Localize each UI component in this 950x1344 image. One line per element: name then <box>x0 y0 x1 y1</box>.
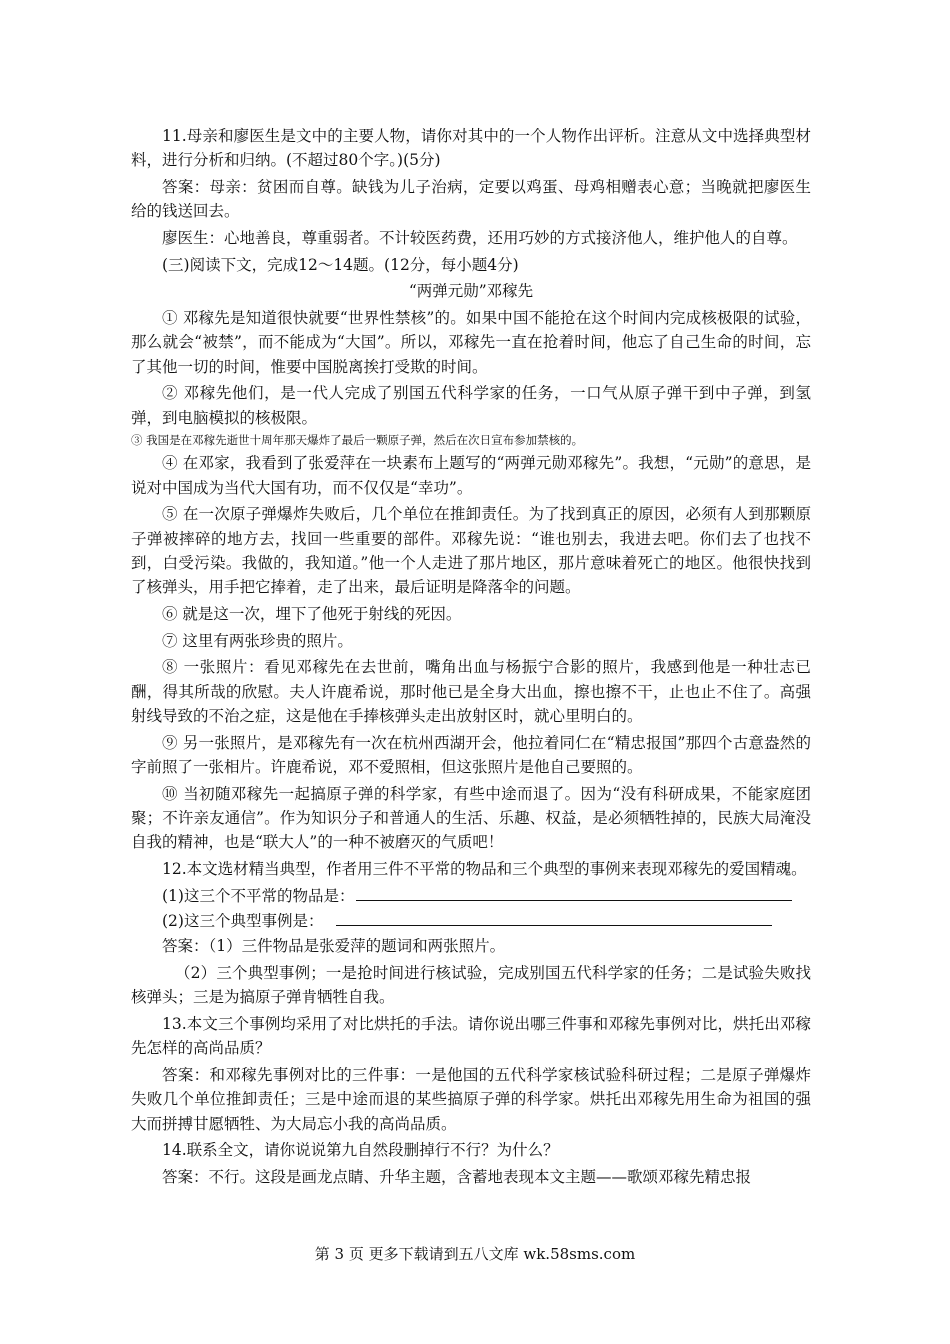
article-paragraph-9: ⑨ 另一张照片，是邓稼先有一次在杭州西湖开会，他拉着同仁在“精忠报国”那四个古意盎然的字前照了一张相片。许鹿希说，邓不爱照相，但这张照片是他自己要照的。 <box>131 733 811 776</box>
question-11: 11.母亲和廖医生是文中的主要人物，请你对其中的一个人物作出评析。注意从文中选择典型材料，进行分析和归纳。(不超过80个字。)(5分) <box>131 127 811 170</box>
question-12: 12.本文选材精当典型，作者用三件不平常的物品和三个典型的事例来表现邓稼先的爱国精魂。 <box>162 860 807 878</box>
article-paragraph-8: ⑧ 一张照片：看见邓稼先在去世前，嘴角出血与杨振宁合影的照片，我感到他是一种壮志已酬，得其所哉的欣慰。夫人许鹿希说，那时他已是全身大出血，擦也擦不干，止也止不住了。高强射线导致的不治之症，这是他在手捧核弹头走出放射区时，就心里明白的。 <box>131 658 811 725</box>
article-paragraph-10: ⑩ 当初随邓稼先一起搞原子弹的科学家，有些中途而退了。因为“没有科研成果，不能家庭团聚；不许亲友通信”。作为知识分子和普通人的生活、乐趣、权益，是必须牺牲掉的，民族大局淹没自我的精神，也是“联大人”的一种不被磨灭的气质吧！ <box>131 784 811 852</box>
section-three-heading: (三)阅读下文，完成12～14题。(12分，每小题4分) <box>162 255 519 274</box>
article-paragraph-2: ② 邓稼先他们，是一代人完成了别国五代科学家的任务，一口气从原子弹干到中子弹，到氢弹，到电脑模拟的核极限。 <box>131 384 811 427</box>
answer-13: 答案：和邓稼先事例对比的三件事：一是他国的五代科学家核试验科研过程；二是原子弹爆炸失败几个单位推卸责任；三是中途而退的某些搞原子弹的科学家。烘托出邓稼先用生命为祖国的强大而拼搏甘愿牺牲、为大局忘小我的高尚品质。 <box>131 1066 811 1133</box>
document-body <box>131 124 811 1192</box>
answer-14: 答案：不行。这段是画龙点睛、升华主题，含蓄地表现本文主题——歌颂邓稼先精忠报 <box>162 1168 752 1186</box>
answer-blank-2[interactable] <box>336 910 772 926</box>
article-paragraph-1: ① 邓稼先是知道很快就要“世界性禁核”的。如果中国不能抢在这个时间内完成核极限的试验，那么就会“被禁”，而不能成为“大国”。所以，邓稼先一直在抢着时间，他忘了自己生命的时间，忘了其他一切的时间，惟要中国脱离挨打受欺的时间。 <box>131 308 811 376</box>
answer-12-part-1: 答案：（1）三件物品是张爱萍的题词和两张照片。 <box>162 937 506 956</box>
answer-blank-1[interactable] <box>356 885 792 901</box>
question-12-part-1 <box>131 884 811 908</box>
article-title: “两弹元勋”邓稼先 <box>408 282 534 301</box>
question-13: 13.本文三个事例均采用了对比烘托的手法。请你说出哪三件事和邓稼先事例对比，烘托出邓稼先怎样的高尚品质？ <box>131 1015 811 1058</box>
article-paragraph-3: ③ 我国是在邓稼先逝世十周年那天爆炸了最后一颗原子弹，然后在次日宣布参加禁核的。 <box>131 433 584 448</box>
article-paragraph-6: ⑥ 就是这一次，埋下了他死于射线的死因。 <box>162 605 462 623</box>
article-paragraph-7: ⑦ 这里有两张珍贵的照片。 <box>162 631 353 650</box>
answer-11-doctor: 廖医生：心地善良，尊重弱者。不计较医药费，还用巧妙的方式接济他人，维护他人的自尊。 <box>162 229 798 247</box>
question-12-part-2 <box>131 909 811 933</box>
article-paragraph-4: ④ 在邓家，我看到了张爱萍在一块素布上题写的“两弹元勋邓稼先”。我想，“元勋”的意思，是说对中国成为当代大国有功，而不仅仅是“幸功”。 <box>131 454 811 497</box>
article-paragraph-5: ⑤ 在一次原子弹爆炸失败后，几个单位在推卸责任。为了找到真正的原因，必须有人到那颗原子弹被摔碎的地方去，找回一些重要的部件。邓稼先说：“谁也别去，我进去吧。你们去了也找不到，白受污染。我做的，我知道。”他一个人走进了那片地区，那片意味着死亡的地区。他很快找到了核弹头，用手把它捧着，走了出来，最后证明是降落伞的问题。 <box>131 505 811 597</box>
question-12-part-2-label: (2)这三个典型事例是： <box>162 912 324 930</box>
question-14: 14.联系全文，请你说说第九自然段删掉行不行？为什么？ <box>162 1141 559 1160</box>
page-footer: 第 3 页 更多下载请到五八文库 wk.58sms.com <box>314 1245 636 1263</box>
question-12-part-1-label: (1)这三个不平常的物品是： <box>162 886 355 905</box>
answer-12-part-2: （2）三个典型事例；一是抢时间进行核试验，完成别国五代科学家的任务；二是试验失败找核弹头；三是为搞原子弹肯牺牲自我。 <box>131 964 811 1007</box>
answer-11-mother: 答案：母亲：贫困而自尊。缺钱为儿子治病，定要以鸡蛋、母鸡相赠表心意；当晚就把廖医生给的钱送回去。 <box>131 178 811 221</box>
